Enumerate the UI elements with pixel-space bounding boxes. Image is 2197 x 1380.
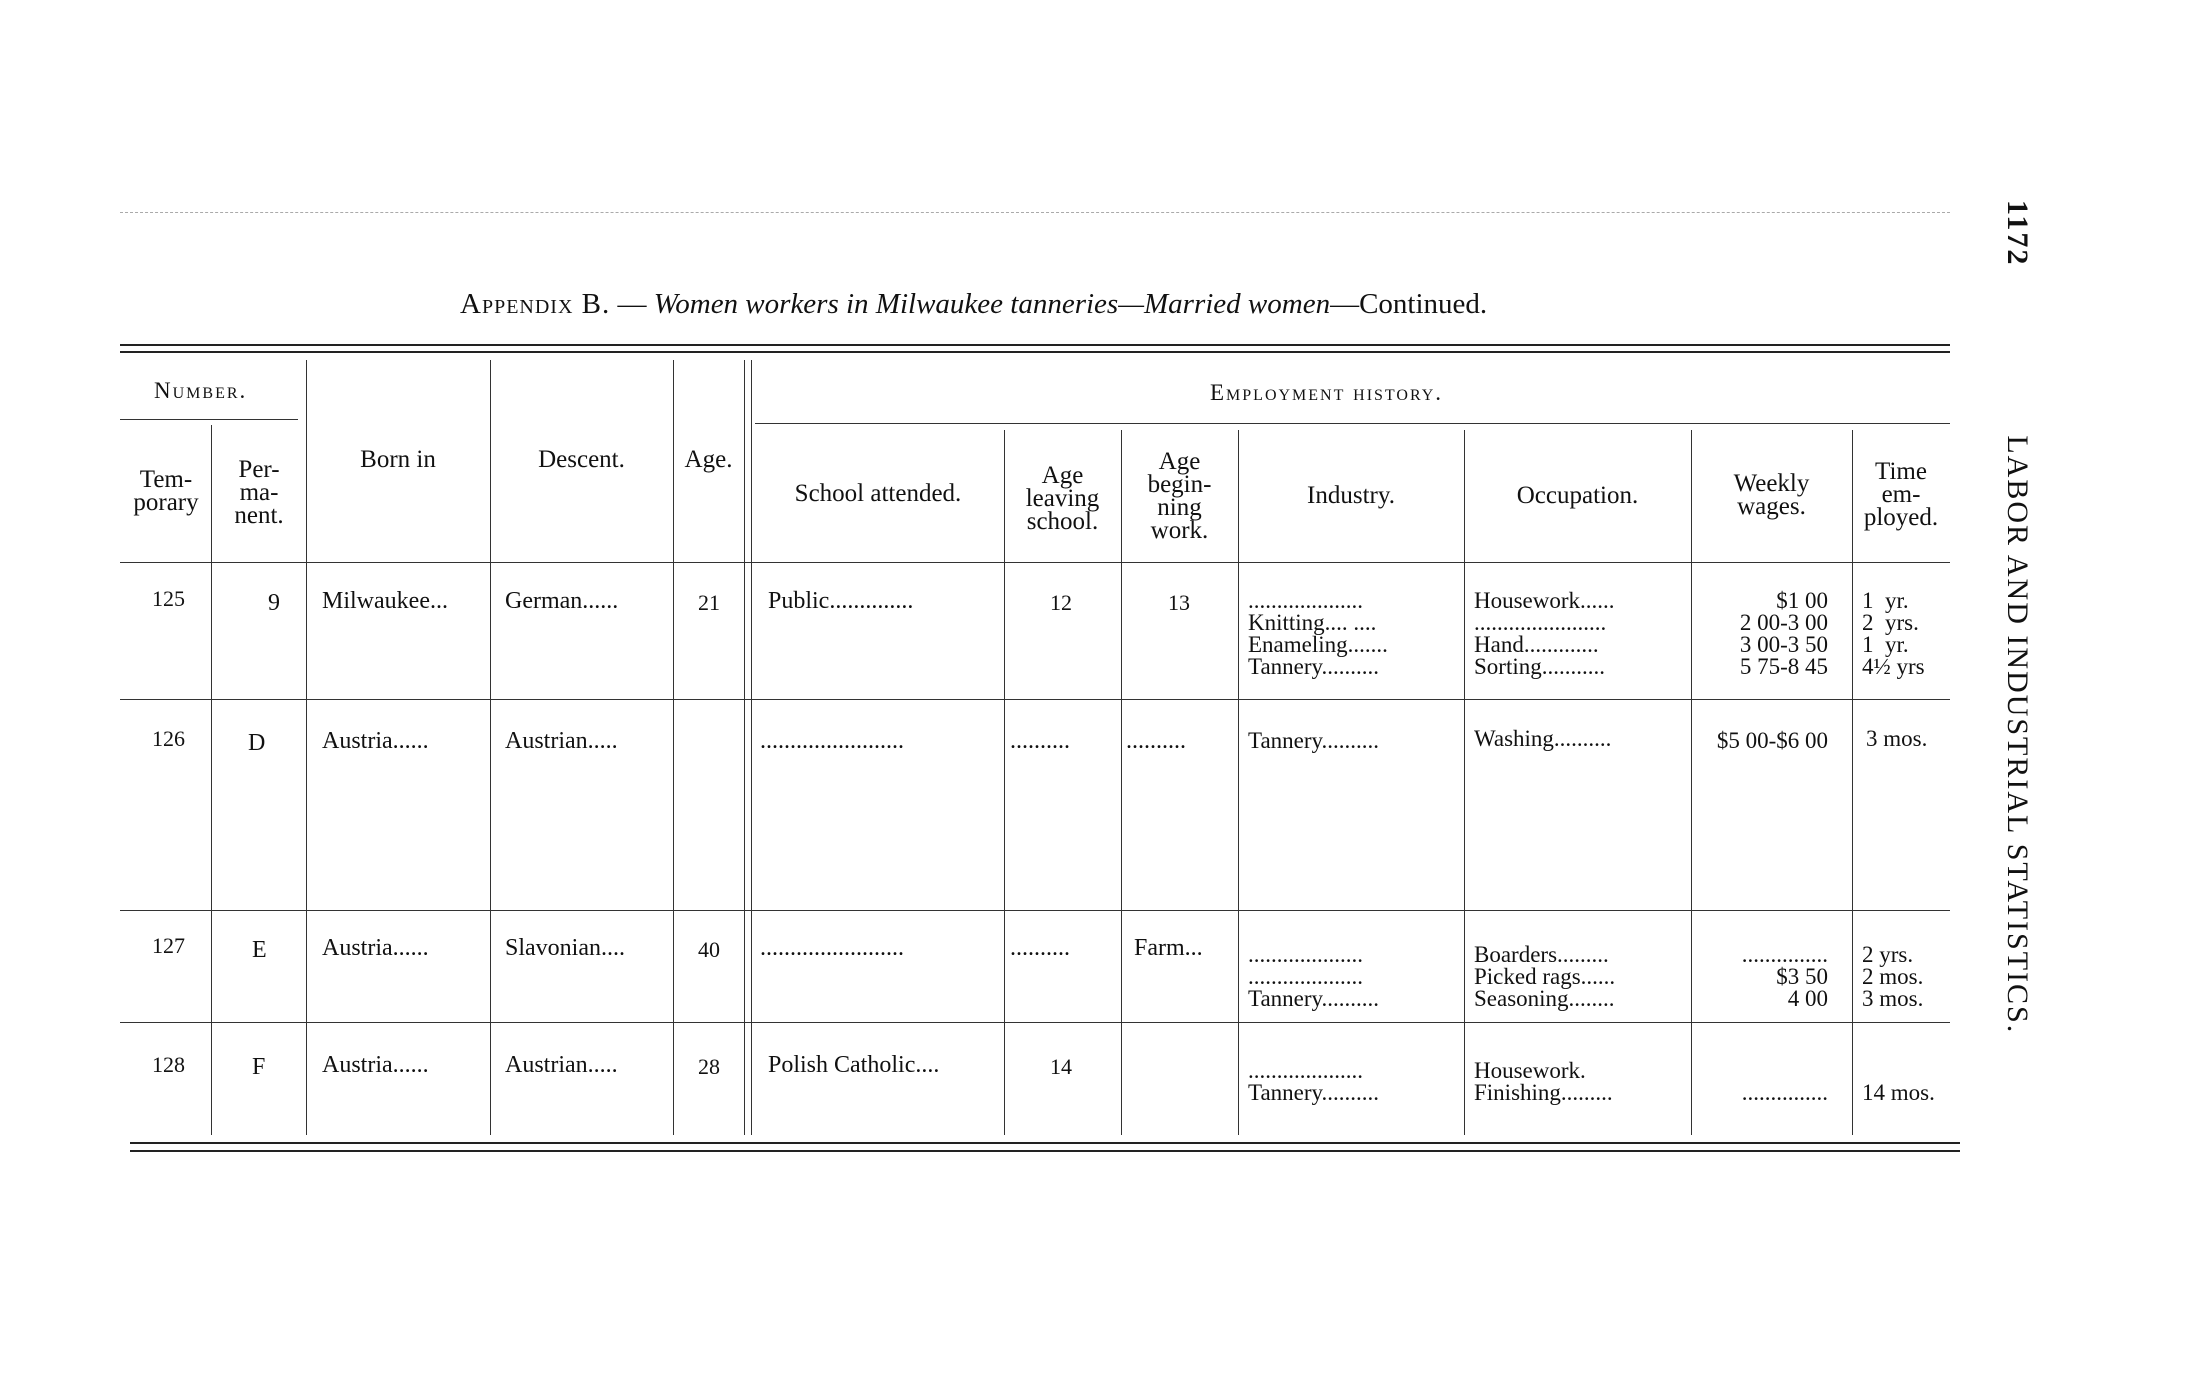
cell-occupation: Boarders......... Picked rags...... Seasoning........ [1474, 942, 1616, 1011]
header-school-attended: School attended. [794, 480, 962, 507]
title-italic: Women workers in Milwaukee tanneries—Married women [653, 288, 1331, 320]
cell-wages: $5 00-$6 00 [1716, 728, 1828, 753]
cell-permanent: D [248, 730, 266, 756]
cell-occupation: Washing.......... [1474, 726, 1612, 751]
cell-age-beginning: Farm... [1134, 935, 1203, 961]
cell-age-leaving: 14 [1050, 1054, 1072, 1079]
cell-time: 14 mos. [1862, 1080, 1935, 1105]
running-head-text: LABOR AND INDUSTRIAL STATISTICS. [2001, 435, 2034, 1035]
cell-wages: ............... [1741, 1080, 1828, 1105]
cell-temporary: 127 [152, 933, 185, 958]
cell-time: 2 yrs. 2 mos. 3 mos. [1862, 942, 1924, 1011]
cell-descent: Austrian..... [505, 1052, 618, 1078]
header-permanent: Per- ma- nent. [234, 456, 284, 529]
cell-permanent: E [252, 937, 267, 963]
cell-temporary: 125 [152, 586, 185, 611]
cell-school: Public.............. [768, 588, 914, 614]
title-dash: — [610, 288, 654, 320]
header-age-beginning-work: Age begin- ning work. [1147, 448, 1212, 544]
header-employment-history: Employment history. [1210, 380, 1444, 405]
cell-descent: Austrian..... [505, 728, 618, 754]
cell-school: ........................ [760, 935, 904, 961]
cell-age-leaving: .......... [1010, 935, 1070, 961]
top-faint-rule [120, 212, 1950, 213]
header-weekly-wages: Weekly wages. [1733, 470, 1810, 520]
cell-descent: Slavonian.... [505, 935, 625, 961]
cell-age: 40 [698, 937, 720, 962]
header-industry: Industry. [1307, 482, 1395, 509]
cell-temporary: 128 [152, 1052, 185, 1077]
cell-born-in: Austria...... [322, 728, 429, 754]
header-born-in: Born in [360, 446, 436, 473]
header-number: Number. [154, 378, 248, 403]
cell-age-beginning: .......... [1126, 728, 1186, 754]
cell-occupation: Housework. Finishing......... [1474, 1058, 1613, 1105]
header-age: Age. [684, 446, 733, 473]
cell-industry: Tannery.......... [1248, 728, 1380, 753]
cell-time: 1 yr. 2 yrs. 1 yr. 4½ yrs [1862, 588, 1925, 679]
cell-permanent: F [252, 1054, 266, 1080]
header-temporary: Tem- porary [133, 466, 199, 516]
cell-age: 21 [698, 590, 720, 615]
cell-temporary: 126 [152, 726, 185, 751]
cell-industry: .................... .................... Tannery.......... [1248, 942, 1380, 1011]
header-age-leaving-school: Age leaving school. [1025, 462, 1100, 535]
cell-age-leaving: .......... [1010, 728, 1070, 754]
cell-born-in: Austria...... [322, 1052, 429, 1078]
cell-occupation: Housework...... ....................... Hand............. Sorting........... [1474, 588, 1615, 679]
header-descent: Descent. [538, 446, 625, 473]
cell-age-leaving: 12 [1050, 590, 1072, 615]
cell-born-in: Austria...... [322, 935, 429, 961]
cell-born-in: Milwaukee... [322, 588, 448, 614]
cell-school: Polish Catholic.... [768, 1052, 940, 1078]
cell-permanent: 9 [268, 590, 280, 616]
cell-school: ........................ [760, 728, 904, 754]
running-head [2000, 200, 2034, 1034]
title-suffix: —Continued. [1330, 288, 1488, 320]
header-occupation: Occupation. [1516, 482, 1639, 509]
cell-industry: .................... Knitting.... .... Enameling....... Tannery.......... [1248, 588, 1388, 679]
cell-age-beginning: 13 [1168, 590, 1190, 615]
cell-wages: $1 00 2 00-3 00 3 00-3 50 5 75-8 45 [1739, 588, 1828, 679]
table-title [460, 288, 1487, 321]
cell-industry: .................... Tannery.......... [1248, 1058, 1380, 1105]
title-prefix: Appendix B. [460, 288, 611, 320]
cell-age: 28 [698, 1054, 720, 1079]
page-number: 1172 [2001, 200, 2034, 267]
header-time-employed: Time em- ployed. [1863, 458, 1939, 531]
cell-descent: German...... [505, 588, 619, 614]
cell-time: 3 mos. [1866, 726, 1928, 751]
cell-wages: ............... $3 50 4 00 [1741, 942, 1828, 1011]
